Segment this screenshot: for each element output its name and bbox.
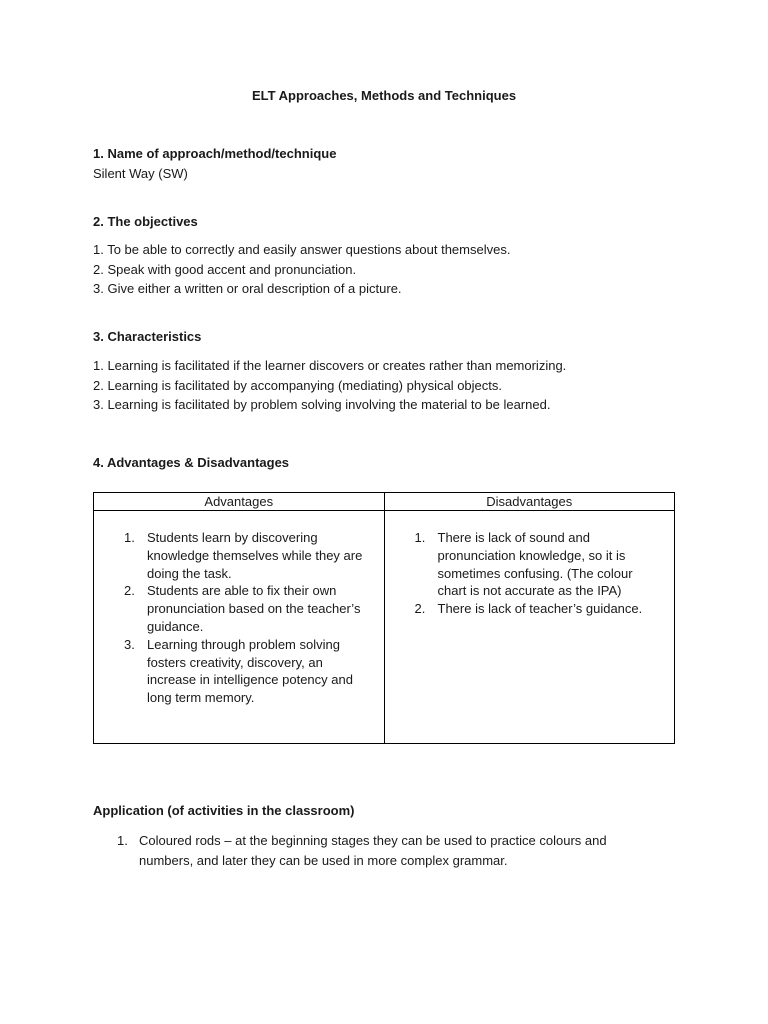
objectives-list xyxy=(93,240,510,299)
application-list xyxy=(93,831,653,871)
disadvantages-header: Disadvantages xyxy=(384,493,675,511)
advantage-text: Students learn by discovering knowledge themselves while they are doing the task. xyxy=(147,530,363,581)
application-item xyxy=(93,831,653,871)
characteristics-list xyxy=(93,356,566,415)
application-text: Coloured rods – at the beginning stages they can be used to practice colours and numbers, and later they can be used in more complex grammar. xyxy=(139,833,607,868)
advantage-item xyxy=(94,582,384,635)
advantages-list xyxy=(94,529,384,707)
advantage-text: Students are able to fix their own pronunciation based on the teacher’s guidance. xyxy=(147,583,361,634)
approach-name: Silent Way (SW) xyxy=(93,166,188,181)
disadvantage-number: 2. xyxy=(414,601,426,617)
section-2-heading: 2. The objectives xyxy=(93,214,198,229)
characteristic-item: 1. Learning is facilitated if the learner discovers or creates rather than memorizing. xyxy=(93,358,567,373)
disadvantage-text: There is lack of sound and pronunciation knowledge, so it is sometimes confusing. (The colour chart is not accurate as the IPA) xyxy=(437,530,633,599)
section-3-heading: 3. Characteristics xyxy=(93,329,202,344)
advantages-disadvantages-table xyxy=(93,492,675,744)
characteristic-item: 2. Learning is facilitated by accompanying (mediating) physical objects. xyxy=(93,377,502,393)
objective-item: 2. Speak with good accent and pronunciation. xyxy=(93,261,357,277)
disadvantage-item xyxy=(385,600,675,618)
application-heading: Application (of activities in the classroom) xyxy=(93,803,355,818)
advantage-item xyxy=(94,529,384,582)
section-4-heading: 4. Advantages & Disadvantages xyxy=(93,455,290,470)
advantage-number: 3. xyxy=(124,636,135,652)
objective-item: 3. Give either a written or oral description of a picture. xyxy=(93,281,402,296)
disadvantage-item xyxy=(385,529,675,600)
disadvantages-cell xyxy=(384,511,675,744)
advantage-number: 1. xyxy=(124,530,135,545)
advantage-number: 2. xyxy=(124,583,135,599)
page-title: ELT Approaches, Methods and Techniques xyxy=(251,88,517,103)
disadvantages-list xyxy=(385,529,675,618)
objective-item: 1. To be able to correctly and easily answer questions about themselves. xyxy=(93,242,511,257)
advantages-header: Advantages xyxy=(94,493,385,511)
advantages-cell xyxy=(94,511,385,744)
application-number: 1. xyxy=(117,833,128,848)
disadvantage-number: 1. xyxy=(414,530,426,545)
advantage-text: Learning through problem solving fosters creativity, discovery, an increase in intelligence potency and long term memory. xyxy=(147,636,353,706)
disadvantage-text: There is lack of teacher’s guidance. xyxy=(437,601,643,617)
advantage-item xyxy=(94,636,384,707)
section-1-heading: 1. Name of approach/method/technique xyxy=(93,146,337,161)
characteristic-item: 3. Learning is facilitated by problem solving involving the material to be learned. xyxy=(93,397,551,412)
